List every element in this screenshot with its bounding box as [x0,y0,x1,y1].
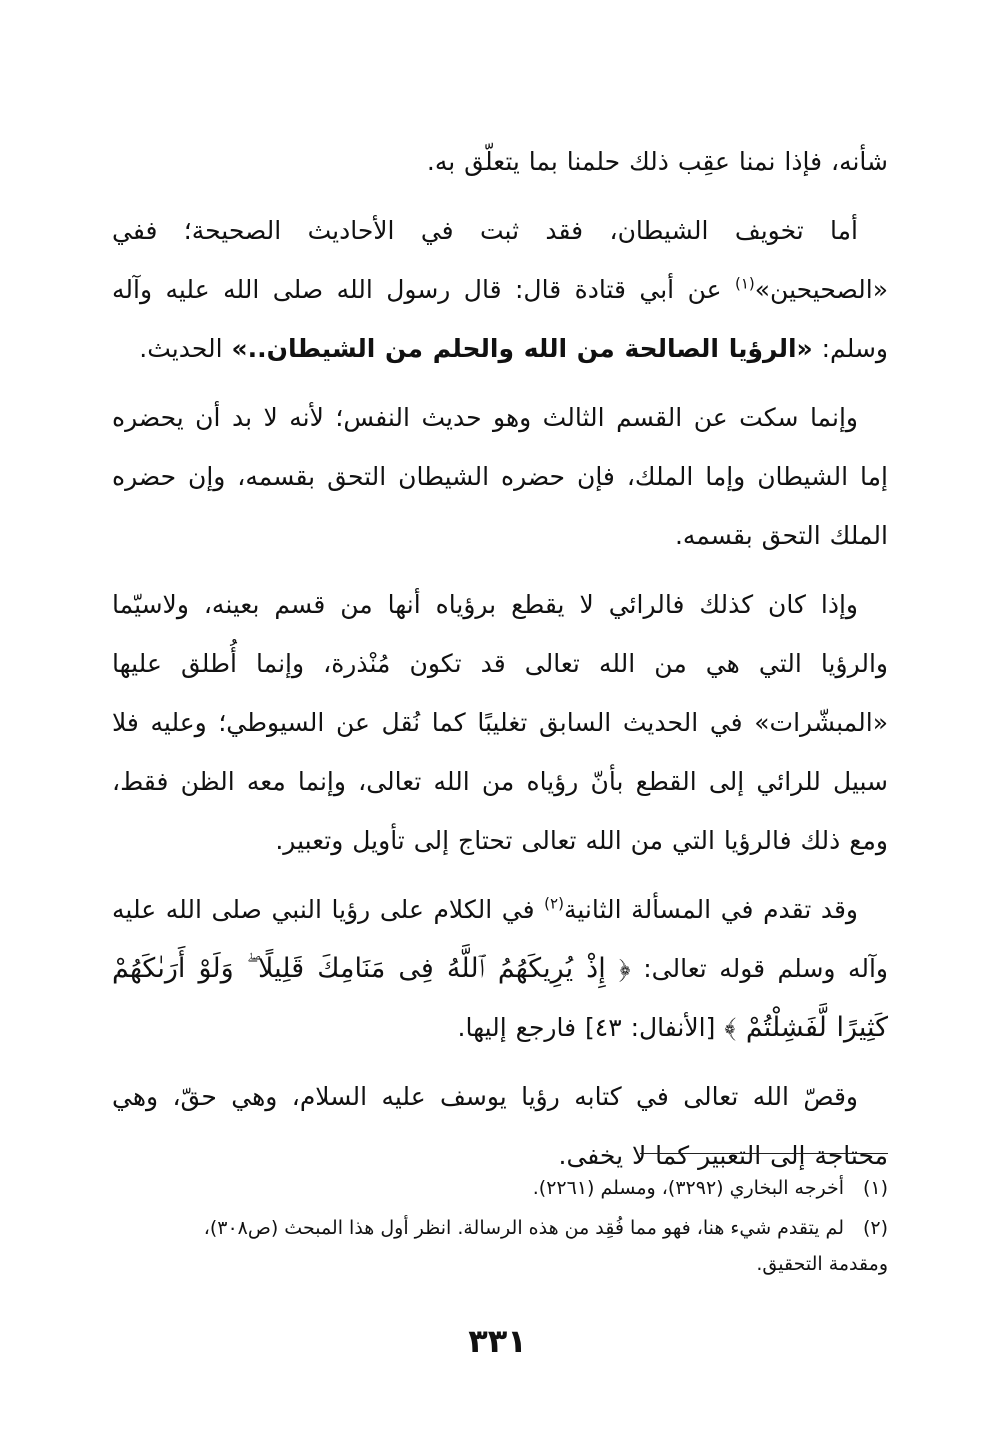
footnote-ref-2[interactable]: (٢) [544,894,564,913]
footnote-divider [640,1153,888,1154]
hadith-quote: «الرؤيا الصالحة من الله والحلم من الشيطان..» [231,334,813,363]
quran-verse: ﴿ إِذْ يُرِيكَهُمُ ٱللَّهُ فِى مَنَامِكَ قَلِيلًا ۖ وَلَوْ أَرَىٰكَهُمْ كَثِيرًا لَّفَشِلْتُمْ ﴾ [112,953,888,1043]
paragraph-4-text: وإذا كان كذلك فالرائي لا يقطع برؤياه أنها من قسم بعينه، ولاسيّما والرؤيا التي هي من الله تعالى قد تكون مُنْذرة، وإنما أُطلق عليها «المبشّرات» في الحديث السابق تغليبًا كما نُقل عن السيوطي؛ وعليه فلا سبيل للرائي إلى القطع بأنّ رؤياه من الله تعالى، وإنما معه الظن فقط، ومع ذلك فالرؤيا التي من الله تعالى تحتاج إلى تأويل وتعبير. [112,590,888,855]
paragraph-5 [112,880,888,1057]
paragraph-3-text: وإنما سكت عن القسم الثالث وهو حديث النفس؛ لأنه لا بد أن يحضره إما الشيطان وإما الملك، فإن حضره الشيطان التحق بقسمه، وإن حضره الملك التحق بقسمه. [112,403,888,550]
paragraph-3 [112,388,888,565]
footnote-2-text: لم يتقدم شيء هنا، فهو مما فُقِد من هذه الرسالة. انظر أول هذا المبحث (ص٣٠٨)، [203,1217,844,1239]
footnote-2 [108,1210,888,1282]
paragraph-6-text: وقصّ الله تعالى في كتابه رؤيا يوسف عليه السلام، وهي حقّ، وهي محتاجة إلى التعبير كما لا يخفى. [112,1082,888,1170]
paragraph-5-text-a: وقد تقدم في المسألة الثانية [563,895,859,924]
footnote-2-continuation: ومقدمة التحقيق. [756,1253,888,1275]
paragraph-2-text-a: أما تخويف الشيطان، فقد ثبت في الأحاديث الصحيحة؛ ففي «الصحيحين» [112,216,888,304]
paragraph-4 [112,575,888,870]
main-text [112,132,888,1195]
footnote-1-text: أخرجه البخاري (٣٢٩٢)، ومسلم (٢٢٦١). [532,1177,844,1199]
footnote-2-number: (٢) [862,1217,888,1239]
page-number: ٣٣١ [468,1322,527,1360]
paragraph-2-text-b: عن أبي قتادة قال: قال رسول الله صلى الله عليه وآله وسلم: [112,275,888,363]
paragraph-6 [112,1067,888,1185]
footnote-1-number: (١) [862,1177,888,1199]
footnote-1 [108,1170,888,1206]
paragraph-1 [112,132,888,191]
paragraph-2 [112,201,888,378]
paragraph-1-text: شأنه، فإذا نمنا عقِب ذلك حلمنا بما يتعلّق به. [426,147,888,176]
paragraph-2-text-c: الحديث. [139,334,232,363]
paragraph-5-text-b: في الكلام على رؤيا النبي صلى الله عليه وآله وسلم قوله تعالى: [112,895,888,983]
footnote-ref-1[interactable]: (١) [734,274,755,293]
paragraph-5-text-c: [الأنفال: ٤٣] فارجع إليها. [457,1013,725,1042]
footnotes [108,1170,888,1286]
